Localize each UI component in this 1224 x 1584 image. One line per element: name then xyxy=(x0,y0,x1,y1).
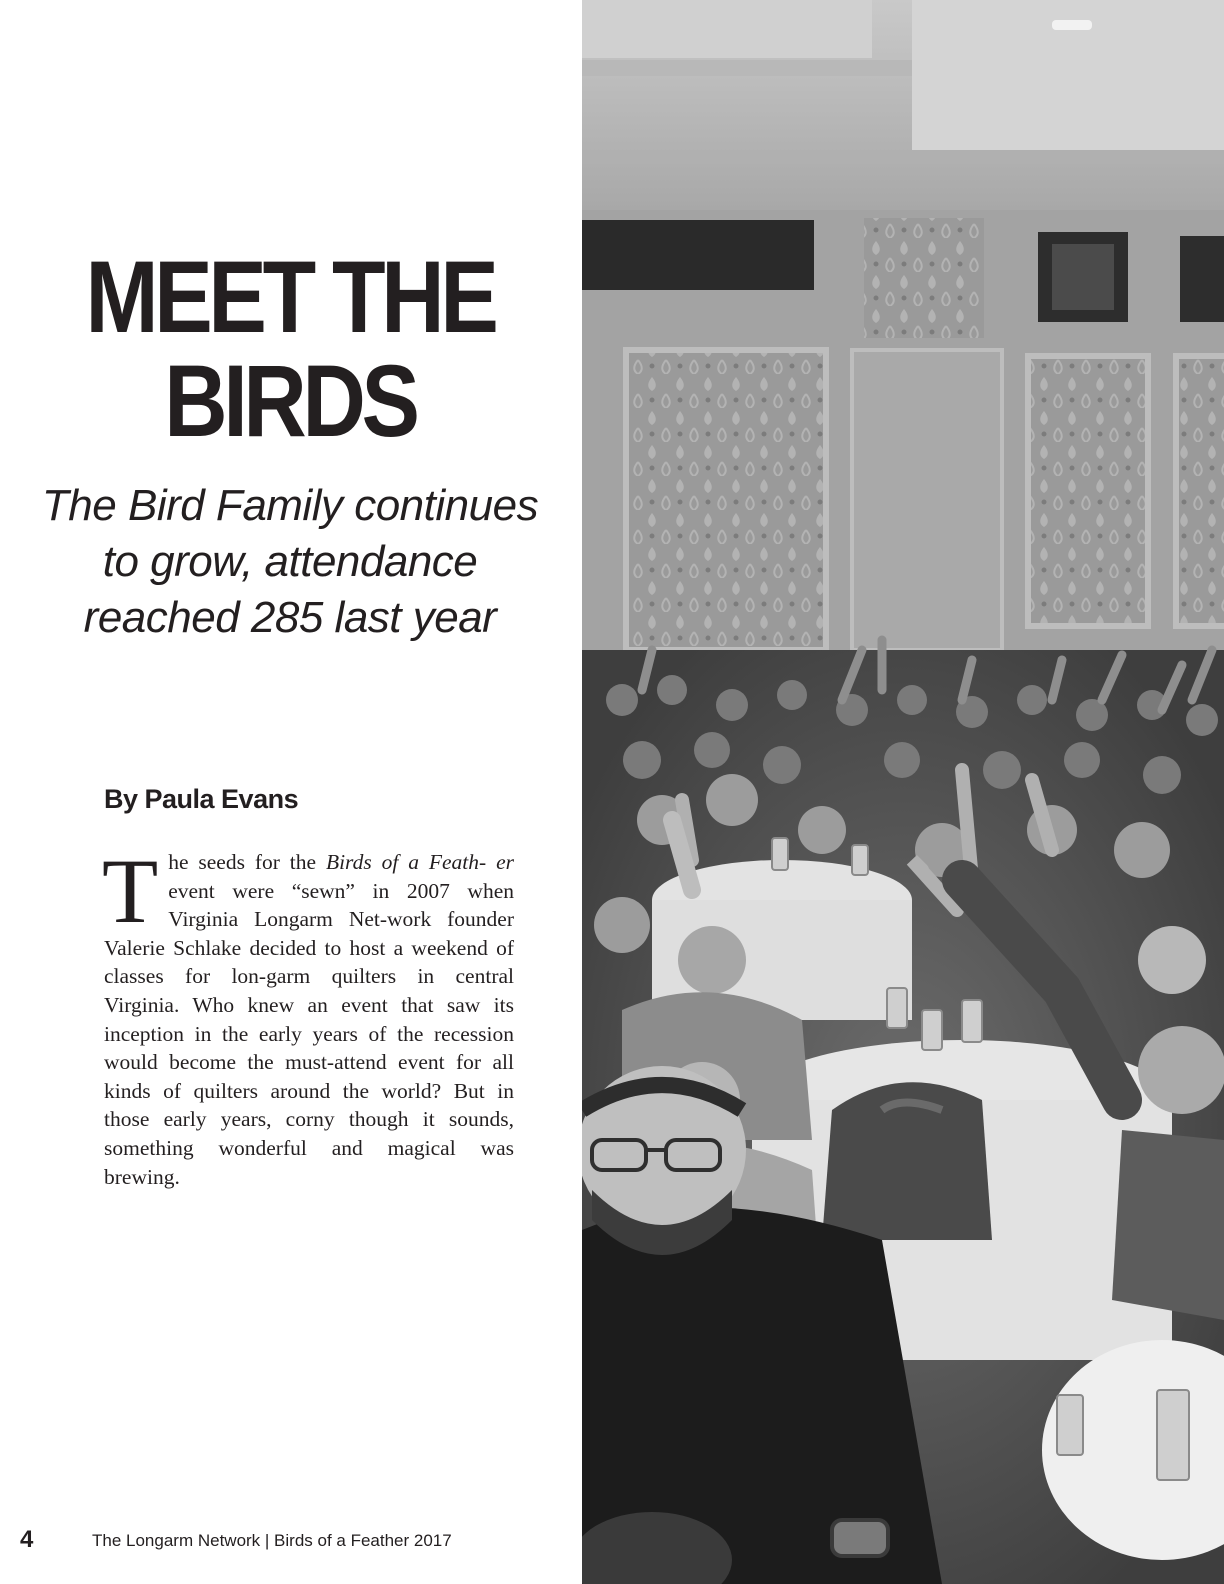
wall-panel xyxy=(1028,356,1148,626)
body-text-part-2: event were “sewn” in 2007 when Virginia Longarm Net-work founder Valerie Schlake decided to host a weekend of classes for lon-garm quilters in central Virginia. Who knew an event that saw its inception in the early years of the recession would become the must-attend event for all kinds of quilters around the world? But in those early years, corny though it sounds, something wonderful and magical was brewing. xyxy=(104,878,514,1189)
running-footer: The Longarm Network | Birds of a Feather 2017 xyxy=(92,1531,452,1550)
page-number: 4 xyxy=(20,1526,34,1553)
drop-cap: T xyxy=(102,840,159,942)
event-name-italic-a: Birds of a Feath- xyxy=(325,850,487,874)
article-column xyxy=(0,0,582,1584)
headline-line-1: MEET THE xyxy=(85,240,495,354)
event-name-italic-b: er xyxy=(496,850,515,874)
page-footer xyxy=(0,1524,582,1564)
photo-illustration xyxy=(582,0,1224,1584)
banquet-crowd-photo xyxy=(582,0,1224,1584)
subheadline: The Bird Family continues to grow, attendance reached 285 last year xyxy=(41,481,539,642)
wall-panel xyxy=(626,350,826,650)
byline: By Paula Evans xyxy=(104,784,299,814)
headline-line-2: BIRDS xyxy=(164,344,416,458)
window-dark xyxy=(582,220,814,290)
article-body xyxy=(102,840,515,1191)
headline xyxy=(75,240,505,458)
body-text-part-1: he seeds for the xyxy=(168,850,326,874)
